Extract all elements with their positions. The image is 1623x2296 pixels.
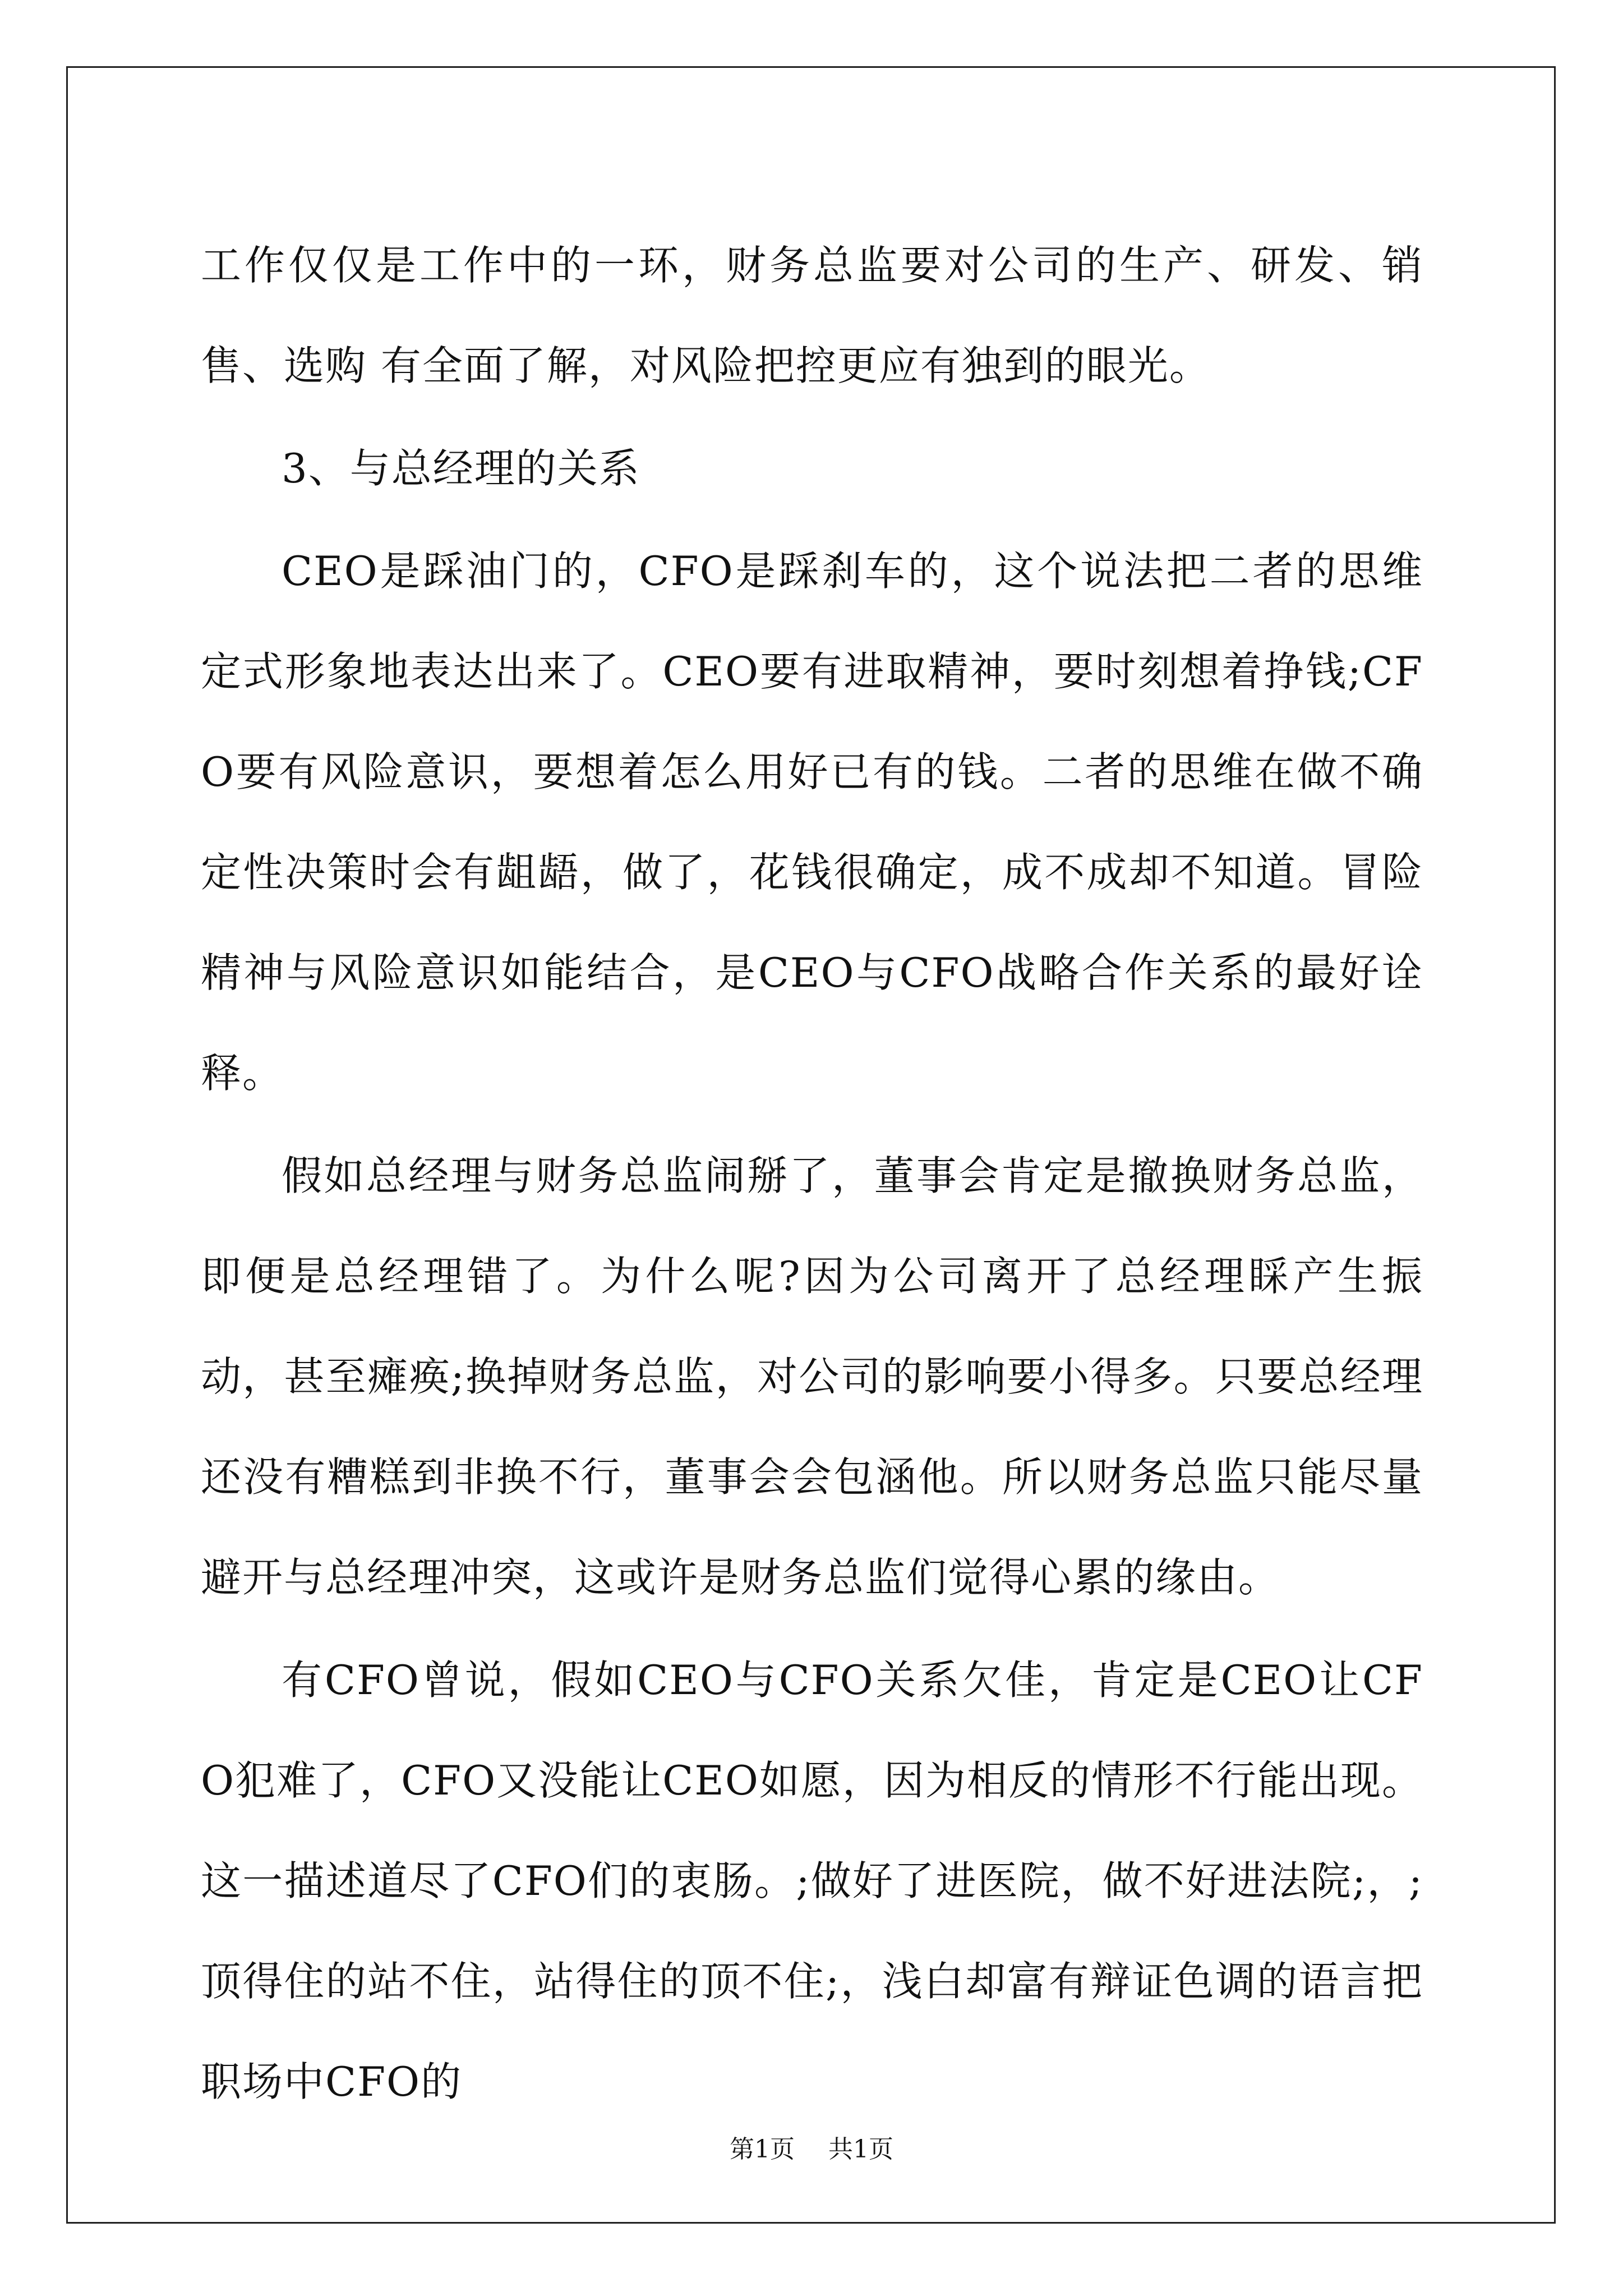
paragraph-2: CEO是踩油门的，CFO是踩刹车的，这个说法把二者的思维定式形象地表达出来了。CEO要有进取精神，要时刻想着挣钱;CFO要有风险意识，要想着怎么用好已有的钱。二者的思维在做不确定性决策时会有龃龉，做了，花钱很确定，成不成却不知道。冒险精神与风险意识如能结合，是CEO与CFO战略合作关系的最好诠释。 bbox=[201, 547, 1423, 1097]
paragraph-3: 假如总经理与财务总监闹掰了，董事会肯定是撤换财务总监，即便是总经理错了。为什么呢?因为公司离开了总经理睬产生振动，甚至瘫痪;换掉财务总监，对公司的影响要小得多。只要总经理还没有糟糕到非换不行，董事会会包涵他。所以财务总监只能尽量避开与总经理冲突，这或许是财务总监们觉得心累的缘由。 bbox=[201, 1152, 1423, 1601]
paragraph-4: 有CFO曾说，假如CEO与CFO关系欠佳，肯定是CEO让CFO犯难了，CFO又没能让CEO如愿，因为相反的情形不行能出现。这一描述道尽了CFO们的衷肠。;做好了进医院，做不好进法院;，;顶得住的站不住，站得住的顶不住;，浅白却富有辩证色调的语言把职场中CFO的 bbox=[201, 1657, 1423, 2105]
section-heading: 3、与总经理的关系 bbox=[282, 445, 640, 492]
page-footer bbox=[0, 2133, 1623, 2166]
paragraph-1: 工作仅仅是工作中的一环，财务总监要对公司的生产、研发、销售、选购 有全面了解，对风险把控更应有独到的眼光。 bbox=[201, 242, 1423, 389]
page-number-current: 第1页 bbox=[730, 2135, 795, 2164]
page-number-total: 共1页 bbox=[828, 2135, 893, 2164]
document-body bbox=[201, 215, 1423, 2132]
